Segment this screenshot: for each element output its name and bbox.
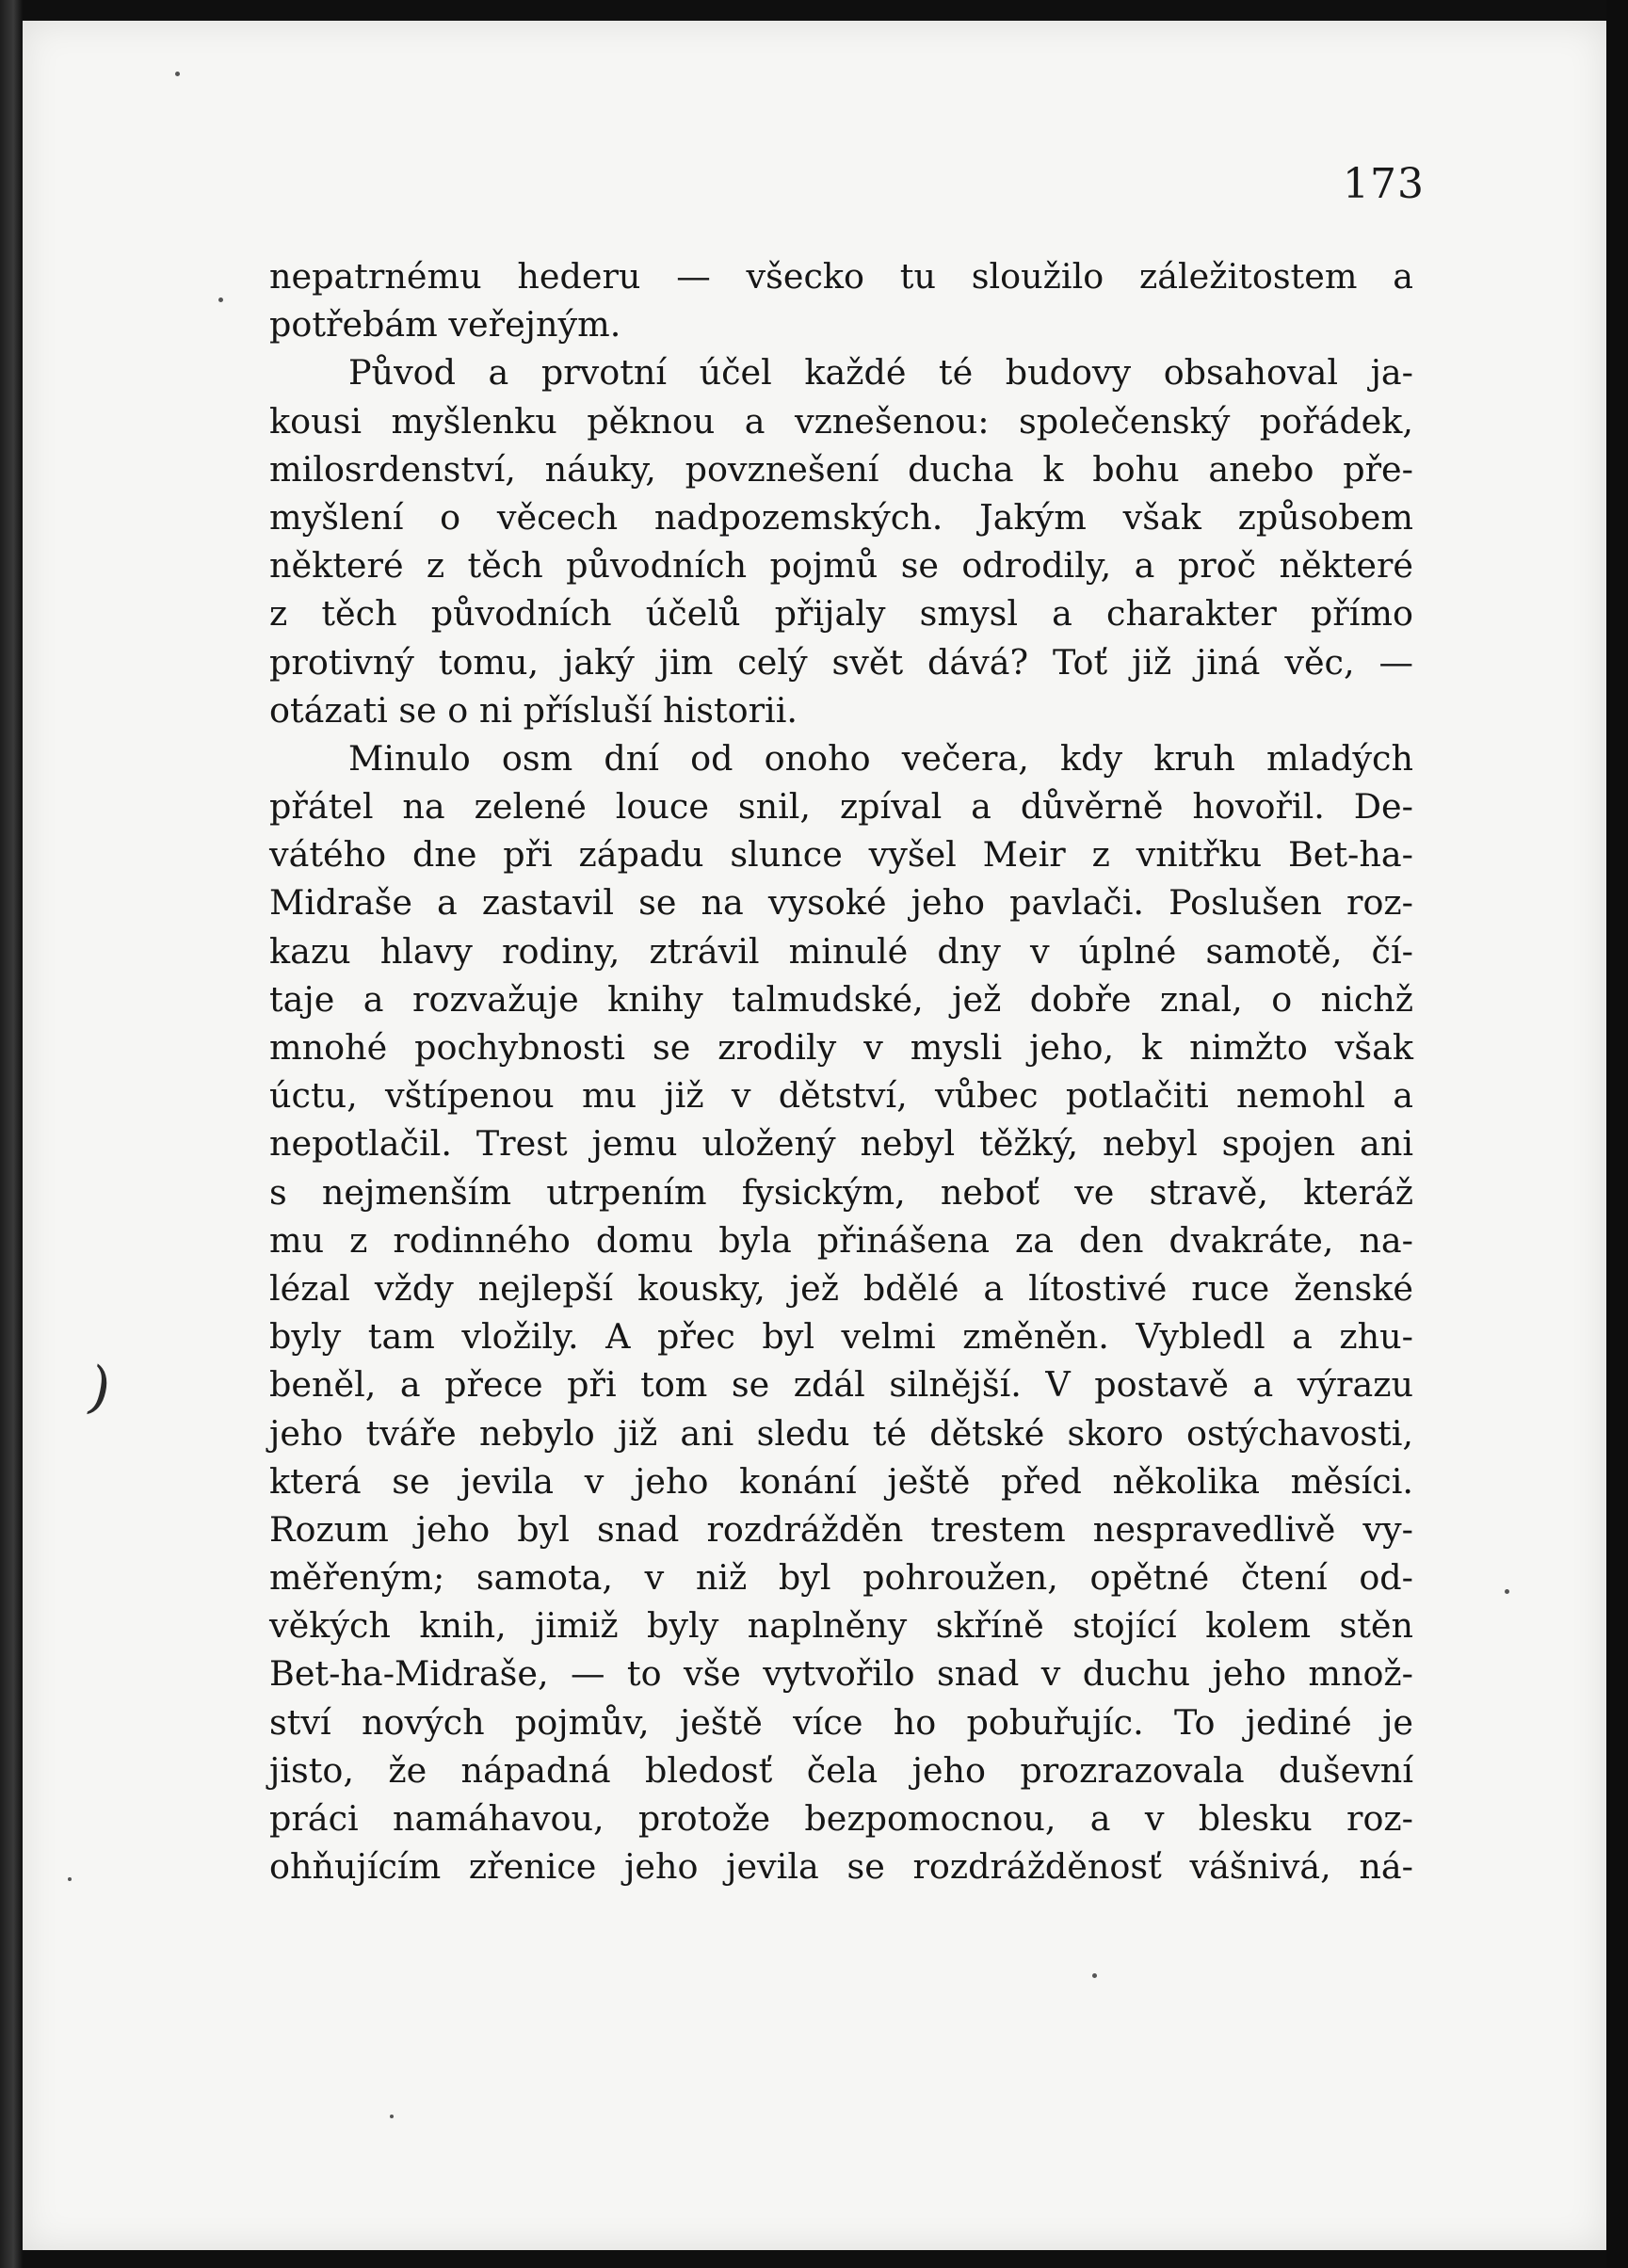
text-line: protivný tomu, jaký jim celý svět dává? Toť již jiná věc, — (269, 641, 1413, 683)
text-line: milosrdenství, náuky, povznešení ducha k bohu anebo pře- (269, 448, 1413, 490)
text-line: která se jevila v jeho konání ještě před několika měsíci. (269, 1460, 1413, 1502)
scan-speck (175, 72, 180, 76)
scan-speck (218, 298, 223, 302)
text-line: ství nových pojmův, ještě více ho pobuřujíc. To jediné je (269, 1701, 1413, 1743)
text-line: otázati se o ni přísluší historii. (269, 689, 798, 731)
text-line: byly tam vložily. A přec byl velmi změněn. Vybledl a zhu- (269, 1316, 1413, 1358)
text-line: Rozum jeho byl snad rozdrážděn trestem nespravedlivě vy- (269, 1508, 1413, 1550)
scan-speck (1505, 1589, 1509, 1594)
text-line: z těch původních účelů přijaly smysl a charakter přímo (269, 593, 1413, 635)
page-left-edge (0, 0, 23, 2268)
text-line: Midraše a zastavil se na vysoké jeho pavlači. Poslušen roz- (269, 882, 1413, 924)
text-line: ohňujícím zřenice jeho jevila se rozdrážděnosť vášnivá, ná- (269, 1846, 1413, 1888)
text-line: Původ a prvotní účel každé té budovy obsahoval ja- (348, 352, 1413, 394)
text-line: myšlení o věcech nadpozemských. Jakým však způsobem (269, 496, 1413, 538)
text-line: vátého dne při západu slunce vyšel Meir z vnitřku Bet-ha- (269, 834, 1413, 876)
text-line: měřeným; samota, v niž byl pohroužen, opětné čtení od- (269, 1557, 1413, 1599)
text-line: úctu, vštípenou mu již v dětství, vůbec potlačiti nemohl a (269, 1075, 1413, 1117)
margin-pencil-mark: ) (81, 1354, 118, 1424)
text-line: přátel na zelené louce snil, zpíval a důvěrně hovořil. De- (269, 786, 1413, 828)
text-line: nepotlačil. Trest jemu uložený nebyl těžký, nebyl spojen ani (269, 1123, 1413, 1165)
scan-speck (390, 2115, 394, 2118)
text-line: kousi myšlenku pěknou a vznešenou: společenský pořádek, (269, 400, 1413, 442)
text-line: jeho tváře nebylo již ani sledu té dětské skoro ostýchavosti, (269, 1412, 1413, 1454)
text-line: s nejmenším utrpením fysickým, neboť ve stravě, kteráž (269, 1171, 1413, 1213)
page-right-edge (1606, 0, 1628, 2268)
text-line: Bet-ha-Midraše, — to vše vytvořilo snad v duchu jeho množ- (269, 1653, 1413, 1695)
text-line: věkých knih, jimiž byly naplněny skříně stojící kolem stěn (269, 1605, 1413, 1647)
text-line: lézal vždy nejlepší kousky, jež bdělé a lítostivé ruce ženské (269, 1267, 1413, 1309)
body-text (269, 252, 1413, 1890)
text-line: mnohé pochybnosti se zrodily v mysli jeho, k nimžto však (269, 1027, 1413, 1068)
page-number: 173 (1343, 160, 1425, 208)
text-line: některé z těch původních pojmů se odrodily, a proč některé (269, 545, 1413, 587)
text-line: taje a rozvažuje knihy talmudské, jež dobře znal, o nichž (269, 978, 1413, 1020)
text-line: mu z rodinného domu byla přinášena za den dvakráte, na- (269, 1219, 1413, 1261)
scan-speck (68, 1877, 72, 1881)
text-line: beněl, a přece při tom se zdál silnější. V postavě a výrazu (269, 1364, 1413, 1406)
text-line: jisto, že nápadná bledosť čela jeho prozrazovala duševní (269, 1749, 1413, 1791)
text-line: práci namáhavou, protože bezpomocnou, a v blesku roz- (269, 1798, 1413, 1839)
text-line: kazu hlavy rodiny, ztrávil minulé dny v úplné samotě, čí- (269, 930, 1413, 972)
text-line: Minulo osm dní od onoho večera, kdy kruh mladých (348, 737, 1413, 779)
scan-speck (1092, 1973, 1097, 1978)
text-line: potřebám veřejným. (269, 304, 621, 346)
text-line: nepatrnému hederu — všecko tu sloužilo záležitostem a (269, 256, 1413, 297)
